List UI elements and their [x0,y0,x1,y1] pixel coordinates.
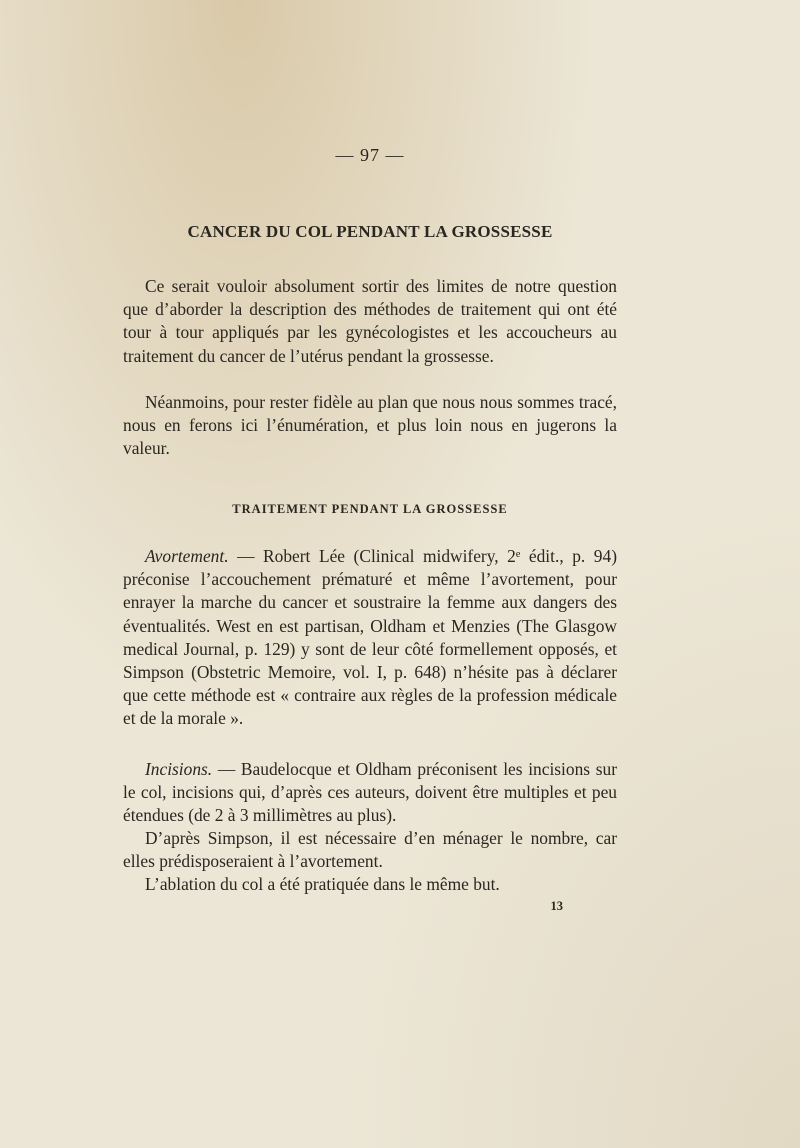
signature-mark: 13 [550,899,563,913]
incisions-paragraph-3: L’ablation du col a été pratiquée dans le même but. [145,874,500,894]
avortement-paragraph [123,545,617,731]
intro-paragraph-2: Néanmoins, pour rester fidèle au plan que nous nous sommes tracé, nous en ferons ici l’énumération, et plus loin nous en jugerons la valeur. [123,392,617,459]
incisions-lead: Incisions. [145,759,213,779]
section-title: TRAITEMENT PENDANT LA GROSSESSE [232,502,508,516]
incisions-paragraph-2: D’après Simpson, il est nécessaire d’en ménager le nombre, car elles prédisposeraient à l’avortement. [123,828,617,872]
page-number: — 97 — [335,145,405,165]
chapter-title: CANCER DU COL PENDANT LA GROSSESSE [187,222,553,241]
avortement-text: — Robert Lée (Clinical midwifery, 2ᵉ édit., p. 94) préconise l’accouchement prématuré et même l’avortement, pour enrayer la marche du cancer et soustraire la femme aux dangers des éventualités. West en est partisan, Oldham et Menzies (The Glasgow medical Journal, p. 129) y sont de leur côté formellement opposés, et Simpson (Obstetric Memoire, vol. I, p. 648) n’hésite pas à déclarer que cette méthode est « contraire aux règles de la profession médicale et de la morale ». [123,546,617,729]
avortement-lead: Avortement. [145,546,229,566]
incisions-paragraph [123,758,617,828]
incisions-text: — Baudelocque et Oldham préconisent les incisions sur le col, incisions qui, d’après ces auteurs, doivent être multiples et peu étendues (de 2 à 3 millimètres au plus). [123,759,617,826]
intro-paragraph-1: Ce serait vouloir absolument sortir des limites de notre question que d’aborder la description des méthodes de traitement qui ont été tour à tour appliqués par les gynécologistes et les accoucheurs au traitement du cancer de l’utérus pendant la grossesse. [123,276,617,366]
